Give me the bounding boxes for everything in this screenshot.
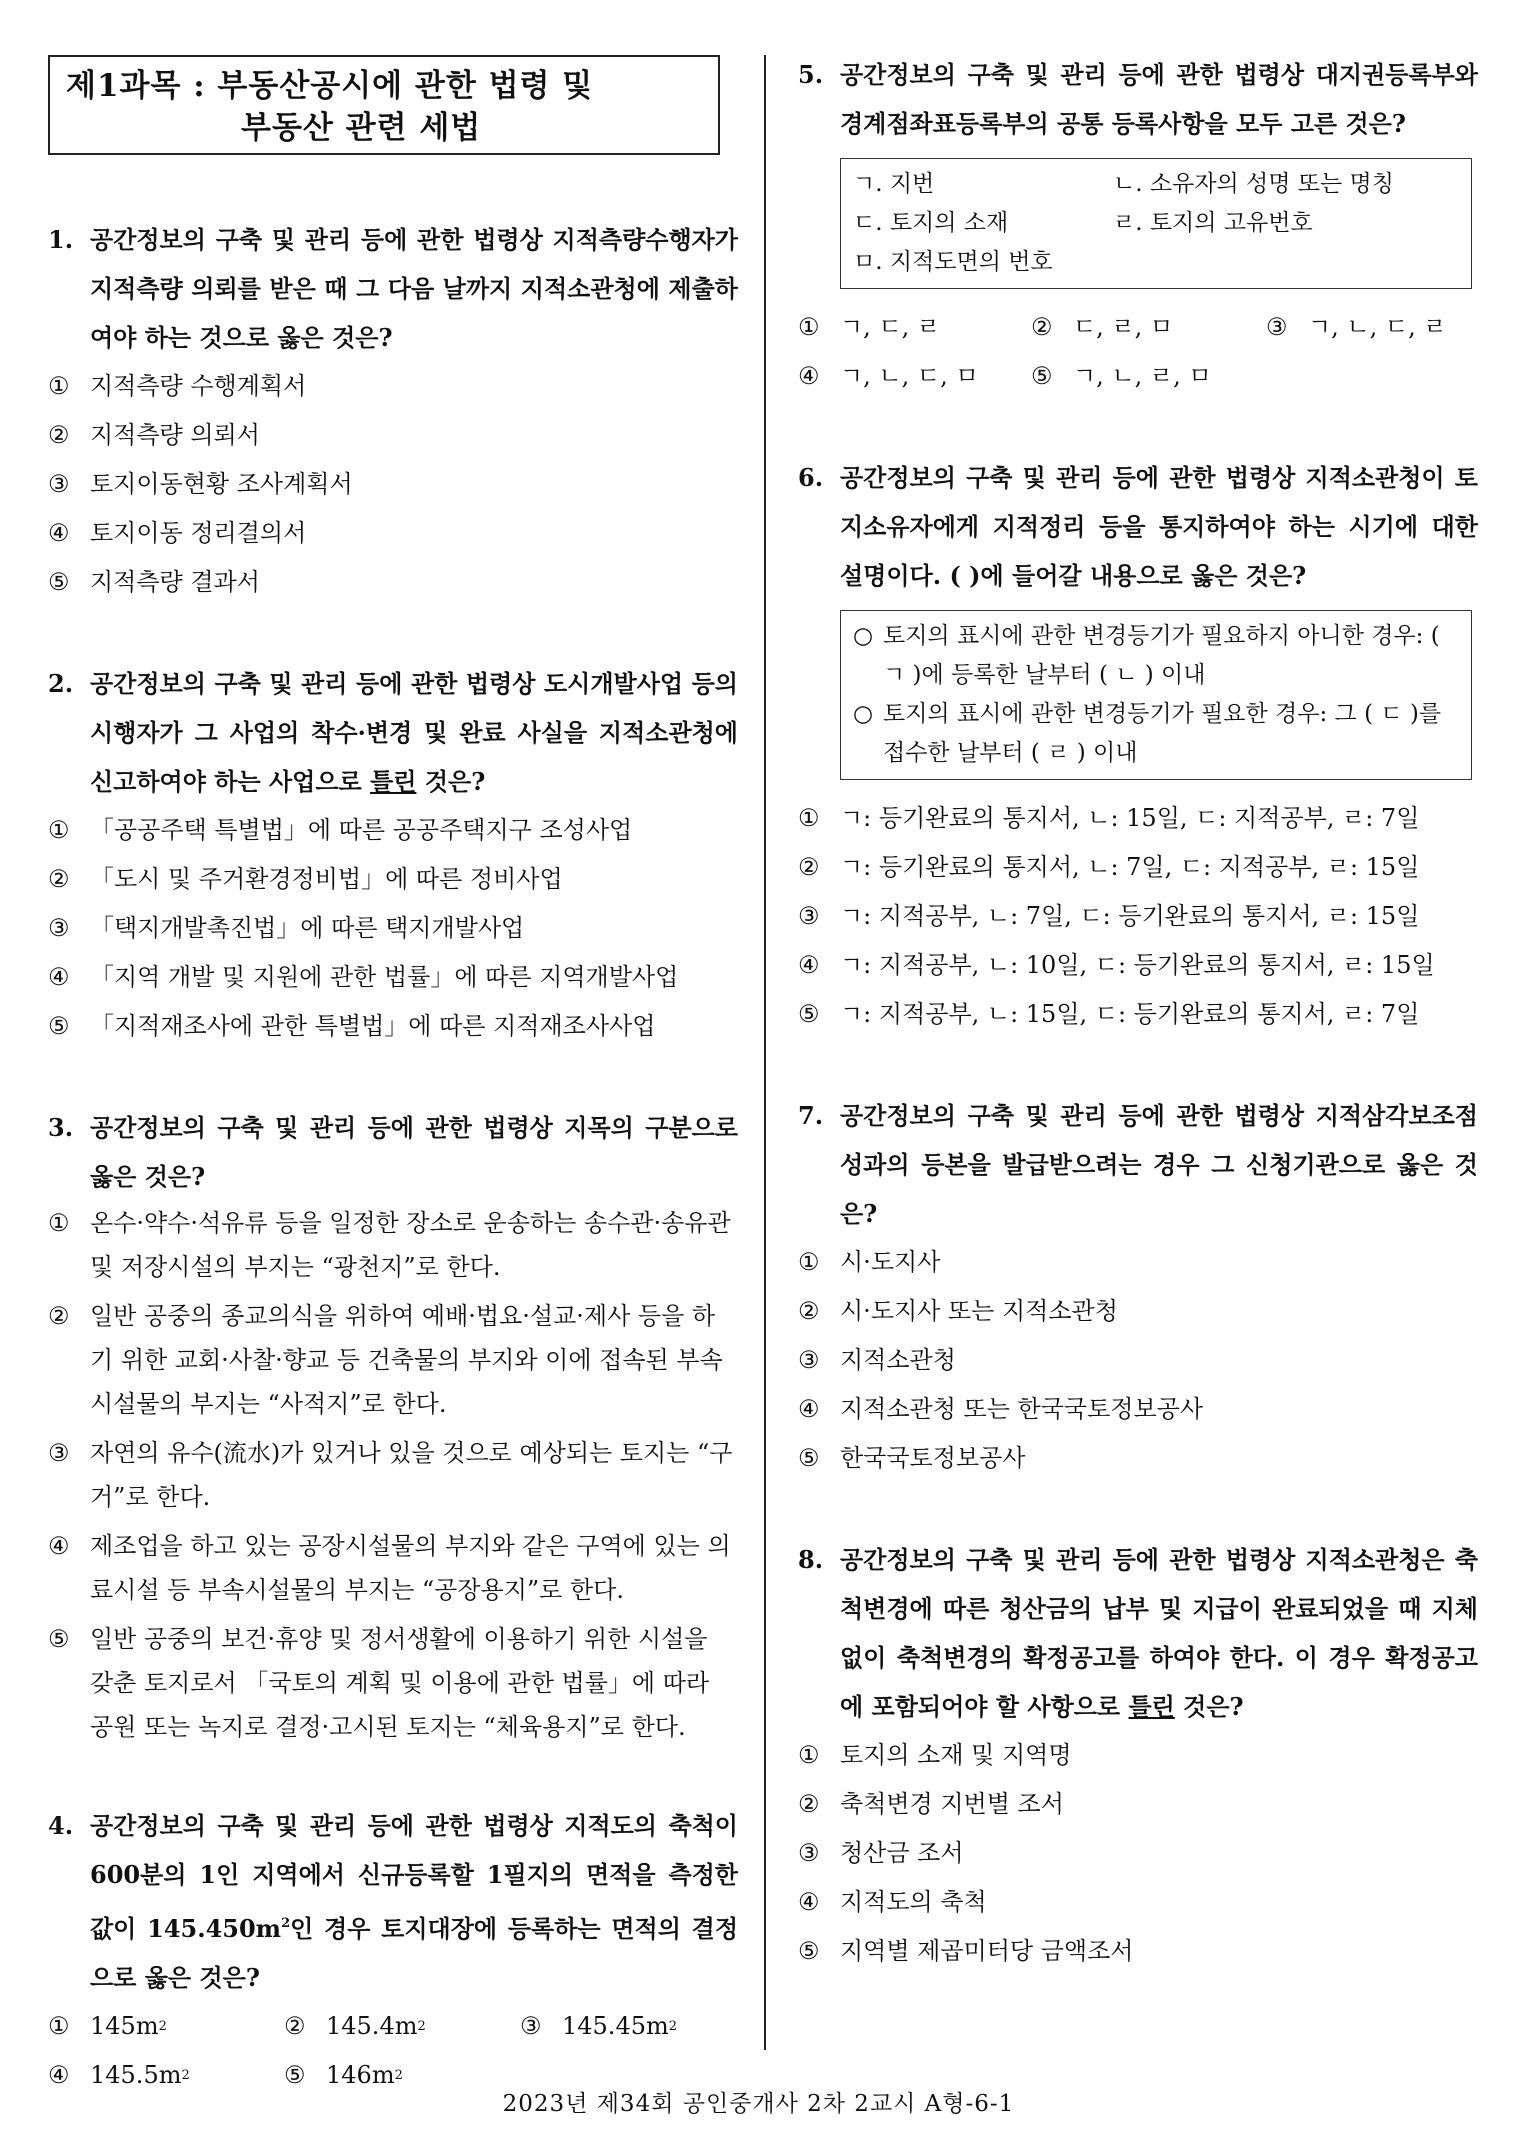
option-row xyxy=(798,352,1478,401)
option[interactable] xyxy=(798,1238,1478,1287)
choice-item: ㅁ. 지적도면의 번호 xyxy=(853,249,1053,275)
option-text: 지역별 제곱미터당 금액조서 xyxy=(840,1937,1134,1965)
option-text: ㄱ: 지적공부, ㄴ: 15일, ㄷ: 등기완료의 통지서, ㄹ: 7일 xyxy=(840,1000,1420,1028)
option-mark: ① xyxy=(48,1209,70,1237)
question-text: 공간정보의 구축 및 관리 등에 관한 법령상 지적측량수행자가 지적측량 의뢰를 받은 때 그 다음 날까지 지적소관청에 제출하여야 하는 것으로 옳은 것은? xyxy=(90,225,738,352)
option-text: ㄱ: 지적공부, ㄴ: 10일, ㄷ: 등기완료의 통지서, ㄹ: 15일 xyxy=(840,951,1435,979)
option-mark: ③ xyxy=(520,2012,542,2040)
bullet-icon: ○ xyxy=(853,623,874,649)
option-mark: ① xyxy=(798,313,820,341)
option-text: 「택지개발촉진법」에 따른 택지개발사업 xyxy=(90,914,525,942)
question-text: 공간정보의 구축 및 관리 등에 관한 법령상 지적소관청이 토지소유자에게 지적정리 등을 통지하여야 하는 시기에 대한 설명이다. ( )에 들어갈 내용으로 옳은 것은? xyxy=(840,463,1478,590)
option[interactable] xyxy=(798,1829,1478,1878)
question-text xyxy=(840,1535,1478,1731)
option-mark: ③ xyxy=(48,470,70,498)
option[interactable] xyxy=(1266,303,1447,352)
option-text: 자연의 유수(流水)가 있거나 있을 것으로 예상되는 토지는 “구거”로 한다. xyxy=(90,1439,733,1511)
option-mark: ① xyxy=(798,1248,820,1276)
option-text: 토지이동현황 조사계획서 xyxy=(90,470,353,498)
question-number: 4. xyxy=(48,1811,74,1840)
option-mark: ② xyxy=(798,1297,820,1325)
option-mark: ③ xyxy=(48,1439,70,1467)
question-4 xyxy=(48,1801,738,2100)
right-column xyxy=(798,50,1478,2028)
page-footer: 2023년 제34회 공인중개사 2차 2교시 A형-6-1 xyxy=(502,2091,1015,2117)
option[interactable] xyxy=(48,1431,738,1519)
option[interactable] xyxy=(48,509,738,558)
option[interactable] xyxy=(798,990,1478,1039)
option[interactable] xyxy=(48,362,738,411)
option[interactable] xyxy=(798,1385,1478,1434)
option-mark: ② xyxy=(284,2012,306,2040)
option-mark: ⑤ xyxy=(48,1625,70,1653)
question-text-part: 공간정보의 구축 및 관리 등에 관한 법령상 도시개발사업 등의 시행자가 그 사업의 착수·변경 및 완료 사실을 지적소관청에 신고하여야 하는 사업으로 xyxy=(90,669,738,796)
superscript: 2 xyxy=(158,2019,167,2034)
option-mark: ⑤ xyxy=(798,1937,820,1965)
option-mark: ⑤ xyxy=(798,1000,820,1028)
option-text: ㄱ, ㄷ, ㄹ xyxy=(840,313,941,341)
option[interactable] xyxy=(798,303,1031,352)
option-text: 토지의 소재 및 지역명 xyxy=(840,1741,1072,1769)
question-number: 6. xyxy=(798,463,824,492)
option-text: 일반 공중의 보건·휴양 및 정서생활에 이용하기 위한 시설을 갖춘 토지로서 「국토의 계획 및 이용에 관한 법률」에 따라 공원 또는 녹지로 결정·고시된 토지는 “체육용지”로 한다. xyxy=(90,1625,710,1741)
question-number: 8. xyxy=(798,1545,824,1574)
option-mark: ④ xyxy=(48,963,70,991)
option[interactable] xyxy=(798,1434,1478,1483)
option[interactable] xyxy=(798,352,1031,401)
option[interactable] xyxy=(48,855,738,904)
option[interactable] xyxy=(798,1287,1478,1336)
option-text: ㄱ, ㄴ, ㄷ, ㄹ xyxy=(1308,313,1447,341)
option-mark: ④ xyxy=(798,1395,820,1423)
condition-text: 토지의 표시에 관한 변경등기가 필요하지 아니한 경우: ( ㄱ )에 등록한 날부터 ( ㄴ ) 이내 xyxy=(883,623,1440,688)
option-text: 축척변경 지번별 조서 xyxy=(840,1790,1064,1818)
question-3 xyxy=(48,1103,738,1749)
question-1 xyxy=(48,215,738,607)
option-text: 한국국토정보공사 xyxy=(840,1444,1026,1472)
question-number: 1. xyxy=(48,225,74,254)
option-text: 지적측량 결과서 xyxy=(90,568,260,596)
option-row xyxy=(48,2002,738,2051)
option-value: 145.45 xyxy=(562,2012,646,2040)
option-mark: ① xyxy=(798,804,820,832)
option[interactable] xyxy=(48,1294,738,1426)
option-mark: ③ xyxy=(1266,313,1288,341)
choice-item: ㄷ. 토지의 소재 xyxy=(853,210,1009,236)
option-text: 「공공주택 특별법」에 따른 공공주택지구 조성사업 xyxy=(90,816,633,844)
question-number: 7. xyxy=(798,1101,824,1130)
option-mark: ③ xyxy=(48,914,70,942)
option-unit: m xyxy=(645,2012,669,2040)
option-mark: ② xyxy=(1031,313,1053,341)
option-text: 지적측량 수행계획서 xyxy=(90,372,307,400)
option[interactable] xyxy=(48,2002,284,2051)
option[interactable] xyxy=(48,411,738,460)
option-mark: ⑤ xyxy=(284,2061,306,2089)
option[interactable] xyxy=(48,558,738,607)
option-text: ㄱ, ㄴ, ㄷ, ㅁ xyxy=(840,362,979,390)
question-number: 3. xyxy=(48,1113,74,1142)
question-6 xyxy=(798,453,1478,1039)
question-underline: 틀린 xyxy=(370,767,417,796)
option-value: 145.5 xyxy=(90,2061,159,2089)
option-unit: m xyxy=(158,2061,182,2089)
option[interactable] xyxy=(798,1927,1478,1976)
option-text: ㄱ, ㄴ, ㄹ, ㅁ xyxy=(1073,362,1212,390)
question-text xyxy=(90,659,738,806)
option[interactable] xyxy=(798,794,1478,843)
option-mark: ⑤ xyxy=(48,1012,70,1040)
question-text-part: 인 경우 토지대장에 등록하는 면적의 결정으로 옳은 것은? xyxy=(90,1914,739,1992)
superscript: 2 xyxy=(417,2019,426,2034)
option-mark: ④ xyxy=(48,519,70,547)
choices-box xyxy=(840,158,1472,289)
option-mark: ④ xyxy=(798,951,820,979)
option-value: 145.4 xyxy=(326,2012,395,2040)
option[interactable] xyxy=(520,2002,677,2051)
choice-item: ㄴ. 소유자의 성명 또는 명칭 xyxy=(1113,171,1394,197)
subject-title-box xyxy=(48,55,720,155)
option-mark: ⑤ xyxy=(798,1444,820,1472)
bullet-icon: ○ xyxy=(853,701,874,727)
option-text: 온수·약수·석유류 등을 일정한 장소로 운송하는 송수관·송유관 및 저장시설의 부지는 “광천지”로 한다. xyxy=(90,1209,731,1281)
option[interactable] xyxy=(48,806,738,855)
option[interactable] xyxy=(48,953,738,1002)
option-mark: ① xyxy=(48,2012,70,2040)
option-mark: ④ xyxy=(48,2061,70,2089)
question-number: 5. xyxy=(798,60,824,89)
option-text: 제조업을 하고 있는 공장시설물의 부지와 같은 구역에 있는 의료시설 등 부속시설물의 부지는 “공장용지”로 한다. xyxy=(90,1532,731,1604)
option-mark: ④ xyxy=(798,1888,820,1916)
choice-item: ㄹ. 토지의 고유번호 xyxy=(1113,210,1313,236)
option-unit: m xyxy=(135,2012,159,2040)
option-text: ㄷ, ㄹ, ㅁ xyxy=(1073,313,1174,341)
question-text: 공간정보의 구축 및 관리 등에 관한 법령상 지목의 구분으로 옳은 것은? xyxy=(90,1113,738,1191)
condition-item xyxy=(853,617,1459,695)
subject-title-line2: 부동산 관련 세법 xyxy=(241,110,482,146)
option[interactable] xyxy=(284,2002,520,2051)
option[interactable] xyxy=(798,843,1478,892)
option-text: 「지역 개발 및 지원에 관한 법률」에 따른 지역개발사업 xyxy=(90,963,679,991)
option[interactable] xyxy=(798,1731,1478,1780)
option-text: 「지적재조사에 관한 특별법」에 따른 지적재조사사업 xyxy=(90,1012,656,1040)
superscript: 2 xyxy=(281,1916,291,1931)
option-text: 지적도의 축척 xyxy=(840,1888,987,1916)
option-text: 지적소관청 또는 한국국토정보공사 xyxy=(840,1395,1204,1423)
option-mark: ② xyxy=(48,865,70,893)
option-text: 시·도지사 또는 지적소관청 xyxy=(840,1297,1118,1325)
option-mark: ③ xyxy=(798,902,820,930)
option-unit: m xyxy=(371,2061,395,2089)
option[interactable] xyxy=(48,1524,738,1612)
choice-item: ㄱ. 지번 xyxy=(853,171,935,197)
option[interactable] xyxy=(798,1336,1478,1385)
option[interactable] xyxy=(48,1617,738,1749)
option-mark: ① xyxy=(798,1741,820,1769)
question-text-part: 것은? xyxy=(416,767,486,796)
question-underline: 틀린 xyxy=(1128,1692,1175,1721)
option-text: 시·도지사 xyxy=(840,1248,941,1276)
subject-title-line1: 제1과목 : 부동산공시에 관한 법령 및 xyxy=(66,68,594,104)
option-text: ㄱ: 등기완료의 통지서, ㄴ: 15일, ㄷ: 지적공부, ㄹ: 7일 xyxy=(840,804,1420,832)
superscript: 2 xyxy=(668,2019,678,2034)
option-row xyxy=(798,303,1478,352)
option[interactable] xyxy=(798,1780,1478,1829)
option-text: 「도시 및 주거환경정비법」에 따른 정비사업 xyxy=(90,865,563,893)
option-text: 토지이동 정리결의서 xyxy=(90,519,307,547)
option[interactable] xyxy=(798,941,1478,990)
option-text: 청산금 조서 xyxy=(840,1839,964,1867)
conditions-box xyxy=(840,610,1472,780)
option-mark: ③ xyxy=(798,1839,820,1867)
option-mark: ① xyxy=(48,816,70,844)
superscript: 2 xyxy=(394,2068,403,2083)
option-mark: ④ xyxy=(48,1532,70,1560)
option[interactable] xyxy=(798,1878,1478,1927)
question-8 xyxy=(798,1535,1478,1976)
option-mark: ② xyxy=(798,1790,820,1818)
option-text: ㄱ: 등기완료의 통지서, ㄴ: 7일, ㄷ: 지적공부, ㄹ: 15일 xyxy=(840,853,1420,881)
option-mark: ② xyxy=(48,421,70,449)
option-text: 지적측량 의뢰서 xyxy=(90,421,260,449)
condition-item xyxy=(853,695,1459,773)
option[interactable] xyxy=(1031,303,1266,352)
option-value: 145 xyxy=(90,2012,136,2040)
question-text: 공간정보의 구축 및 관리 등에 관한 법령상 대지권등록부와 경계점좌표등록부의 공통 등록사항을 모두 고른 것은? xyxy=(840,60,1478,138)
option[interactable] xyxy=(48,904,738,953)
option-mark: ③ xyxy=(798,1346,820,1374)
option-text: 일반 공중의 종교의식을 위하여 예배·법요·설교·제사 등을 하기 위한 교회·사찰·향교 등 건축물의 부지와 이에 접속된 부속시설물의 부지는 “사적지”로 한다. xyxy=(90,1302,723,1418)
option-mark: ② xyxy=(798,853,820,881)
option[interactable] xyxy=(48,1002,738,1051)
option-mark: ⑤ xyxy=(1031,362,1053,390)
question-5 xyxy=(798,50,1478,401)
option-mark: ① xyxy=(48,372,70,400)
question-text-part: 공간정보의 구축 및 관리 등에 관한 법령상 지적도의 축척이 600분의 1인 지역에서 신규등록할 1필지의 면적을 측정한 값이 145.450m xyxy=(90,1811,738,1943)
question-text-part: 공간정보의 구축 및 관리 등에 관한 법령상 지적소관청은 축척변경에 따른 청산금의 납부 및 지급이 완료되었을 때 지체 없이 축척변경의 확정공고를 하여야 한다. 이 경우 확정공고에 포함되어야 할 사항으로 xyxy=(840,1545,1478,1721)
option[interactable] xyxy=(798,892,1478,941)
option-unit: m xyxy=(394,2012,418,2040)
question-text: 공간정보의 구축 및 관리 등에 관한 법령상 지적삼각보조점성과의 등본을 발급받으려는 경우 그 신청기관으로 옳은 것은? xyxy=(840,1101,1478,1228)
option-text: 지적소관청 xyxy=(840,1346,956,1374)
question-text xyxy=(90,1801,738,2002)
superscript: 2 xyxy=(181,2068,190,2083)
option-mark: ② xyxy=(48,1302,70,1330)
condition-text: 토지의 표시에 관한 변경등기가 필요한 경우: 그 ( ㄷ )를 접수한 날부터 ( ㄹ ) 이내 xyxy=(883,701,1442,766)
question-7 xyxy=(798,1091,1478,1483)
option-text: ㄱ: 지적공부, ㄴ: 7일, ㄷ: 등기완료의 통지서, ㄹ: 15일 xyxy=(840,902,1420,930)
column-divider xyxy=(764,55,766,2050)
option[interactable] xyxy=(48,1201,738,1289)
option-mark: ④ xyxy=(798,362,820,390)
option[interactable] xyxy=(1031,352,1212,401)
option[interactable] xyxy=(48,460,738,509)
left-column xyxy=(48,55,738,2152)
option-mark: ⑤ xyxy=(48,568,70,596)
question-2 xyxy=(48,659,738,1051)
question-number: 2. xyxy=(48,669,74,698)
option-value: 146 xyxy=(326,2061,372,2089)
question-text-part: 것은? xyxy=(1174,1692,1244,1721)
